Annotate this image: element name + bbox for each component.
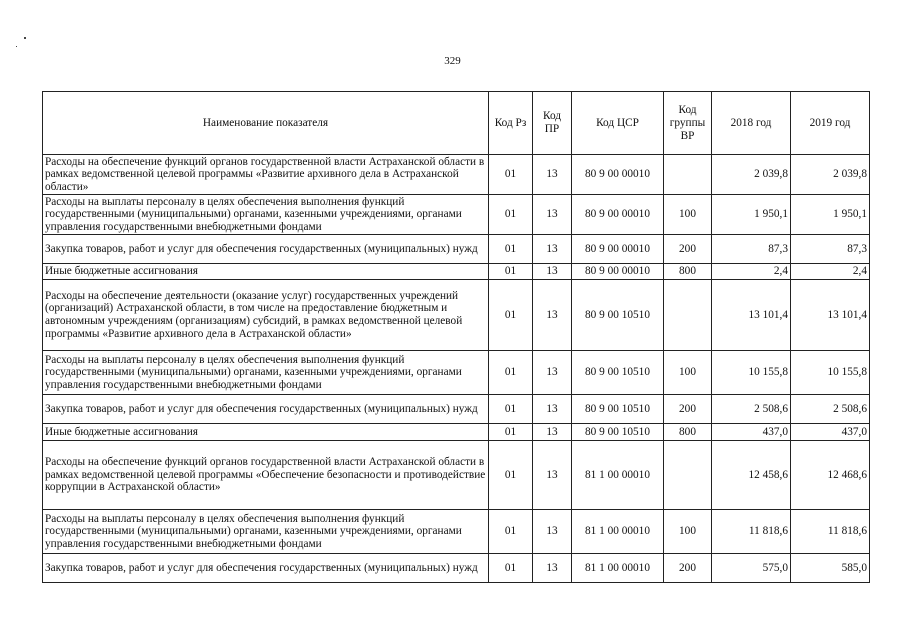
row-csr: 81 1 00 00010 xyxy=(572,510,664,554)
table-row xyxy=(43,155,870,195)
row-2019: 87,3 xyxy=(791,235,870,264)
header-name: Наименование показателя xyxy=(43,92,489,155)
row-name: Расходы на обеспечение деятельности (оказание услуг) государственных учреждений (организаций) Астраханской области, в том числе на предоставление бюджетным и автономным учреждениям (организациям) субсидий, в рамках ведомственной целевой программы «Развитие архивного дела в Астраханской области» xyxy=(43,280,489,351)
row-2018: 11 818,6 xyxy=(712,510,791,554)
table-row xyxy=(43,235,870,264)
row-vr: 100 xyxy=(664,351,712,395)
row-2018: 87,3 xyxy=(712,235,791,264)
row-name: Закупка товаров, работ и услуг для обеспечения государственных (муниципальных) нужд xyxy=(43,235,489,264)
row-2019: 2,4 xyxy=(791,264,870,280)
row-name: Закупка товаров, работ и услуг для обеспечения государственных (муниципальных) нужд xyxy=(43,395,489,424)
row-rz: 01 xyxy=(489,235,533,264)
row-vr xyxy=(664,280,712,351)
page-number: 329 xyxy=(444,55,461,67)
row-name: Расходы на выплаты персоналу в целях обеспечения выполнения функций государственными (муниципальными) органами, казенными учреждениями, органами управления государственными внебюджетными фондами xyxy=(43,351,489,395)
table-row xyxy=(43,264,870,280)
scan-speck xyxy=(16,46,17,47)
row-pr: 13 xyxy=(533,510,572,554)
row-pr: 13 xyxy=(533,195,572,235)
row-rz: 01 xyxy=(489,441,533,510)
row-name: Расходы на выплаты персоналу в целях обеспечения выполнения функций государственными (муниципальными) органами, казенными учреждениями, органами управления государственными внебюджетными фондами xyxy=(43,510,489,554)
table-row xyxy=(43,351,870,395)
row-2018: 12 458,6 xyxy=(712,441,791,510)
row-vr: 800 xyxy=(664,264,712,280)
row-rz: 01 xyxy=(489,424,533,441)
row-csr: 80 9 00 10510 xyxy=(572,424,664,441)
table-row xyxy=(43,424,870,441)
row-vr: 200 xyxy=(664,554,712,583)
row-pr: 13 xyxy=(533,424,572,441)
row-pr: 13 xyxy=(533,280,572,351)
row-pr: 13 xyxy=(533,441,572,510)
row-pr: 13 xyxy=(533,235,572,264)
header-vr: Код группы ВР xyxy=(664,92,712,155)
header-pr: Код ПР xyxy=(533,92,572,155)
row-rz: 01 xyxy=(489,395,533,424)
table-row xyxy=(43,441,870,510)
table-row xyxy=(43,554,870,583)
row-csr: 80 9 00 10510 xyxy=(572,395,664,424)
row-rz: 01 xyxy=(489,195,533,235)
row-2018: 437,0 xyxy=(712,424,791,441)
budget-table xyxy=(42,91,870,583)
row-pr: 13 xyxy=(533,264,572,280)
row-2018: 10 155,8 xyxy=(712,351,791,395)
header-2018: 2018 год xyxy=(712,92,791,155)
row-rz: 01 xyxy=(489,510,533,554)
row-vr: 200 xyxy=(664,395,712,424)
row-2018: 2 039,8 xyxy=(712,155,791,195)
table-header-row xyxy=(43,92,870,155)
row-pr: 13 xyxy=(533,395,572,424)
row-pr: 13 xyxy=(533,351,572,395)
row-rz: 01 xyxy=(489,351,533,395)
row-csr: 80 9 00 10510 xyxy=(572,280,664,351)
table-row xyxy=(43,195,870,235)
row-2018: 2 508,6 xyxy=(712,395,791,424)
row-pr: 13 xyxy=(533,155,572,195)
row-2019: 437,0 xyxy=(791,424,870,441)
scan-speck xyxy=(24,37,26,39)
header-csr: Код ЦСР xyxy=(572,92,664,155)
row-rz: 01 xyxy=(489,554,533,583)
row-vr: 100 xyxy=(664,195,712,235)
row-vr: 200 xyxy=(664,235,712,264)
row-2019: 2 039,8 xyxy=(791,155,870,195)
row-2019: 13 101,4 xyxy=(791,280,870,351)
row-name: Иные бюджетные ассигнования xyxy=(43,424,489,441)
row-2019: 10 155,8 xyxy=(791,351,870,395)
row-name: Закупка товаров, работ и услуг для обеспечения государственных (муниципальных) нужд xyxy=(43,554,489,583)
row-csr: 81 1 00 00010 xyxy=(572,554,664,583)
table-row xyxy=(43,395,870,424)
row-csr: 80 9 00 10510 xyxy=(572,351,664,395)
row-vr: 100 xyxy=(664,510,712,554)
table-row xyxy=(43,510,870,554)
row-2018: 1 950,1 xyxy=(712,195,791,235)
row-csr: 80 9 00 00010 xyxy=(572,195,664,235)
table-row xyxy=(43,280,870,351)
row-2019: 2 508,6 xyxy=(791,395,870,424)
row-vr xyxy=(664,155,712,195)
row-csr: 80 9 00 00010 xyxy=(572,264,664,280)
header-rz: Код Рз xyxy=(489,92,533,155)
row-rz: 01 xyxy=(489,280,533,351)
row-name: Расходы на обеспечение функций органов государственной власти Астраханской области в рамках ведомственной целевой программы «Обеспечение безопасности и противодействие коррупции в Астраханской области» xyxy=(43,441,489,510)
row-csr: 80 9 00 00010 xyxy=(572,155,664,195)
row-rz: 01 xyxy=(489,155,533,195)
row-pr: 13 xyxy=(533,554,572,583)
row-csr: 81 1 00 00010 xyxy=(572,441,664,510)
row-2018: 575,0 xyxy=(712,554,791,583)
row-2018: 2,4 xyxy=(712,264,791,280)
row-2019: 1 950,1 xyxy=(791,195,870,235)
row-vr xyxy=(664,441,712,510)
row-csr: 80 9 00 00010 xyxy=(572,235,664,264)
row-2019: 11 818,6 xyxy=(791,510,870,554)
row-2018: 13 101,4 xyxy=(712,280,791,351)
row-rz: 01 xyxy=(489,264,533,280)
row-vr: 800 xyxy=(664,424,712,441)
row-name: Расходы на обеспечение функций органов государственной власти Астраханской области в рамках ведомственной целевой программы «Развитие архивного дела в Астраханской области» xyxy=(43,155,489,195)
row-2019: 12 468,6 xyxy=(791,441,870,510)
header-2019: 2019 год xyxy=(791,92,870,155)
row-name: Иные бюджетные ассигнования xyxy=(43,264,489,280)
row-name: Расходы на выплаты персоналу в целях обеспечения выполнения функций государственными (муниципальными) органами, казенными учреждениями, органами управления государственными внебюджетными фондами xyxy=(43,195,489,235)
row-2019: 585,0 xyxy=(791,554,870,583)
